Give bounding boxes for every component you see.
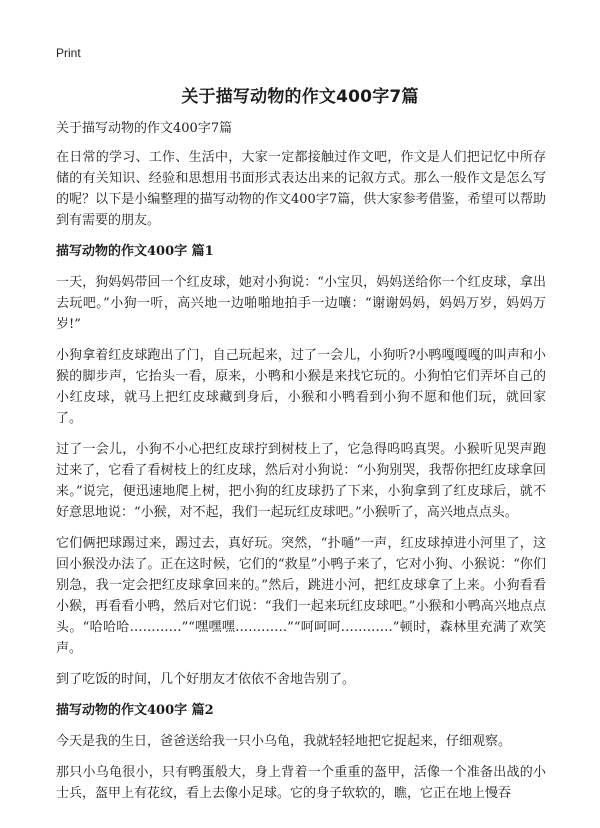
section-heading-2: 描写动物的作文400字 篇2 [56,703,214,718]
section-2-paragraph-2: 那只小乌龟很小，只有鸭蛋般大，身上背着一个重重的盔甲，活像一个准备出战的小士兵，盔甲上有花纹，看上去像小足球。它的身子软软的，瞧，它正在地上慢吞 [56,765,546,801]
section-1-paragraph-3: 过了一会儿，小狗不小心把红皮球拧到树枝上了，它急得呜呜真哭。小猴听见哭声跑过来了，它看了看树枝上的红皮球，然后对小狗说：“小狗别哭，我帮你把红皮球拿回来。”说完，便迅速地爬上树，把小狗的红皮球扔了下来，小狗拿到了红皮球后，就不好意思地说：“小猴，对不起，我们一起玩红皮球吧。”小猴听了，高兴地点点头。 [56,442,546,520]
page-title: 关于描写动物的作文400字7篇 [181,87,419,107]
section-1-paragraph-2: 小狗拿着红皮球跑出了门，自己玩起来，过了一会儿，小狗听?小鸭嘎嘎嘎的叫声和小猴的脚步声，它抬头一看，原来，小鸭和小猴是来找它玩的。小狗怕它们弄坏自己的小红皮球，就马上把红皮球藏到身后，小猴和小鸭看到小狗不愿和他们玩，就回家了。 [56,348,546,426]
article-subtitle: 关于描写动物的作文400字7篇 [56,121,233,136]
section-1-paragraph-1: 一天，狗妈妈带回一个红皮球，她对小狗说：“小宝贝，妈妈送给你一个红皮球，拿出去玩吧。”小狗一听，高兴地一边啪啪地拍手一边嚷：“谢谢妈妈，妈妈万岁，妈妈万岁!” [56,275,546,332]
section-2-paragraph-1: 今天是我的生日，爸爸送给我一只小乌龟，我就轻轻地把它捉起来，仔细观察。 [56,734,512,749]
print-link[interactable]: Print [56,46,81,60]
section-heading-1: 描写动物的作文400字 篇1 [56,244,214,259]
intro-paragraph: 在日常的学习、工作、生活中，大家一定都接触过作文吧，作文是人们把记忆中所存储的有关知识、经验和思想用书面形式表达出来的记叙方式。那么一般作文是怎么写的呢？以下是小编整理的描写动物的作文400字7篇，供大家参考借鉴，希望可以帮助到有需要的朋友。 [56,150,546,228]
section-1-paragraph-5: 到了吃饭的时间，几个好朋友才依依不舍地告别了。 [56,672,356,687]
section-1-paragraph-4: 它们俩把球踢过来，踢过去，真好玩。突然，“扑嗵”一声，红皮球掉进小河里了，这回小猴没办法了。正在这时候，它们的“救星”小鸭子来了，它对小狗、小猴说：“你们别急，我一定会把红皮球拿回来的。”然后，跳进小河，把红皮球拿了上来。小狗看看小猴，再看看小鸭，然后对它们说：“我们一起来玩红皮球吧。”小猴和小鸭高兴地点点头。“哈哈哈…………”“嘿嘿嘿…………”“呵呵呵…………”顿时，森林里充满了欢笑声。 [56,536,546,656]
article-body [56,118,546,814]
